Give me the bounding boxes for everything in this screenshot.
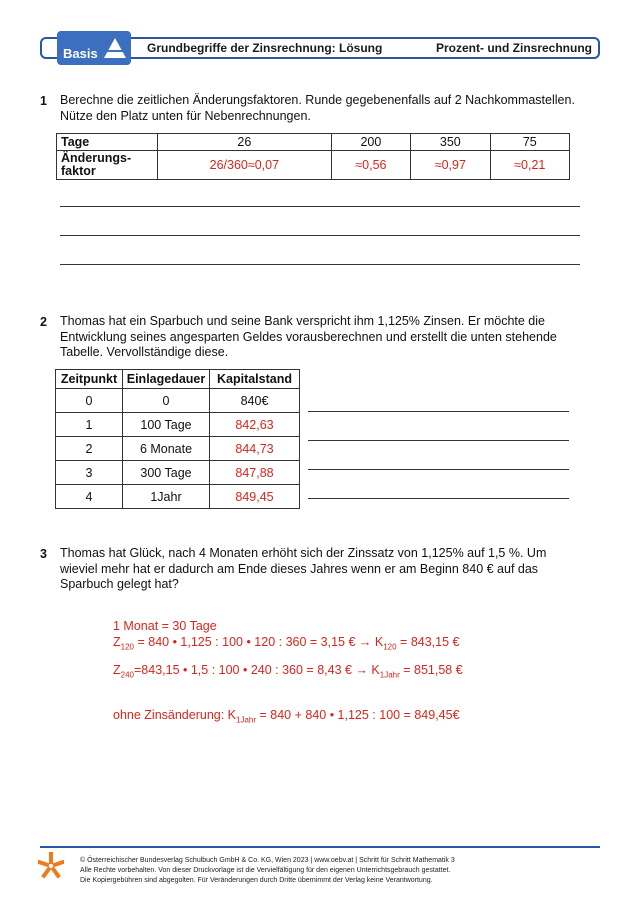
triangle-logo-icon [103,36,127,60]
footer-text: © Österreichischer Bundesverlag Schulbuch GmbH & Co. KG, Wien 2023 | www.oebv.at | Schritt für Schritt Mathematik 3 Alle Rechte vorbehalten. Von dieser Druckvorlage ist die Vervielfältigung für den eigenen Unterrichtsgebrauch gestattet. Die Kopiergebühren sind abgegolten. Für Veränderungen durch Dritte übernimmt der Verlag keine Verantwortung. [80,857,455,884]
task3-text: Thomas hat Glück, nach 4 Monaten erhöht sich der Zinssatz von 1,125% auf 1,5 %. Um wieviel mehr hat er dadurch am Ende dieses Jahres wenn er am Beginn 840 € auf das Sparbuch gelegt hat? [60,546,547,591]
answer-cell: 842,63 [210,413,300,437]
table-header-cell: Kapitalstand [210,370,300,389]
table-cell: 0 [123,389,210,413]
table-cell: 350 [411,134,490,151]
table-cell: 100 Tage [123,413,210,437]
writing-line [60,264,580,265]
table-cell: 840€ [210,389,300,413]
table-header-cell: Tage [57,134,158,151]
table-row [56,389,300,413]
table-cell: 26 [158,134,332,151]
answer-cell: 849,45 [210,485,300,509]
task2-number: 2 [40,315,47,329]
table-header-cell: Einlagedauer [123,370,210,389]
table-cell: 75 [490,134,569,151]
task1-text: Berechne die zeitlichen Änderungsfaktoren. Runde gegebenenfalls auf 2 Nachkommastellen. Nütze den Platz unten für Nebenrechnungen. [60,93,575,123]
table-cell: 200 [331,134,410,151]
task1-number: 1 [40,94,47,108]
calc-month: 1 Monat = 30 Tage [113,619,217,633]
publisher-star-icon [38,851,64,881]
task3-number: 3 [40,547,47,561]
subject-title: Prozent- und Zinsrechnung [436,41,592,55]
factor-table [56,133,570,180]
table-cell: 3 [56,461,123,485]
writing-line [60,206,580,207]
logo-text: Basis [63,46,98,61]
calc-line-2: $Z_{240}=843,15$ • 1,5 : 100 • 240 : 360 = 8,43 € → $K_{1Jahr} = 851,58$ € [113,663,463,680]
answer-cell: ≈0,21 [490,151,569,180]
table-row [57,134,570,151]
table-row [57,151,570,180]
capital-table [55,369,300,509]
table-cell: 4 [56,485,123,509]
footer-divider [40,846,600,848]
table-row [56,370,300,389]
writing-line [308,498,569,499]
writing-line [308,411,569,412]
task2-text: Thomas hat ein Sparbuch und seine Bank verspricht ihm 1,125% Zinsen. Er möchte die Entwicklung seines angesparten Geldes vorausberechnen und erstellt die unten stehende Tabelle. Vervollständige diese. [60,314,557,359]
writing-line [308,440,569,441]
calc-line-3: ohne Zinsänderung: $K_{1Jahr} = 840 + 840$ • 1,125 : 100 = 849,45€ [113,708,460,725]
answer-cell: 844,73 [210,437,300,461]
writing-line [308,469,569,470]
table-cell: 300 Tage [123,461,210,485]
table-row [56,413,300,437]
calc-line-1: $Z_{120} = 840$ • 1,125 : 100 • 120 : 360 = 3,15 € → $K_{120} = 843,15$ € [113,635,460,652]
answer-cell: ≈0,56 [331,151,410,180]
table-header-cell: Zeitpunkt [56,370,123,389]
table-cell: 0 [56,389,123,413]
answer-cell: ≈0,97 [411,151,490,180]
table-cell: 6 Monate [123,437,210,461]
table-header-cell: Änderungs- faktor [57,151,158,180]
answer-cell: 26/360≈0,07 [158,151,332,180]
table-row [56,485,300,509]
table-row [56,461,300,485]
writing-line [60,235,580,236]
worksheet-title: Grundbegriffe der Zinsrechnung: Lösung [147,41,383,55]
table-cell: 1Jahr [123,485,210,509]
table-cell: 1 [56,413,123,437]
answer-cell: 847,88 [210,461,300,485]
table-row [56,437,300,461]
table-cell: 2 [56,437,123,461]
